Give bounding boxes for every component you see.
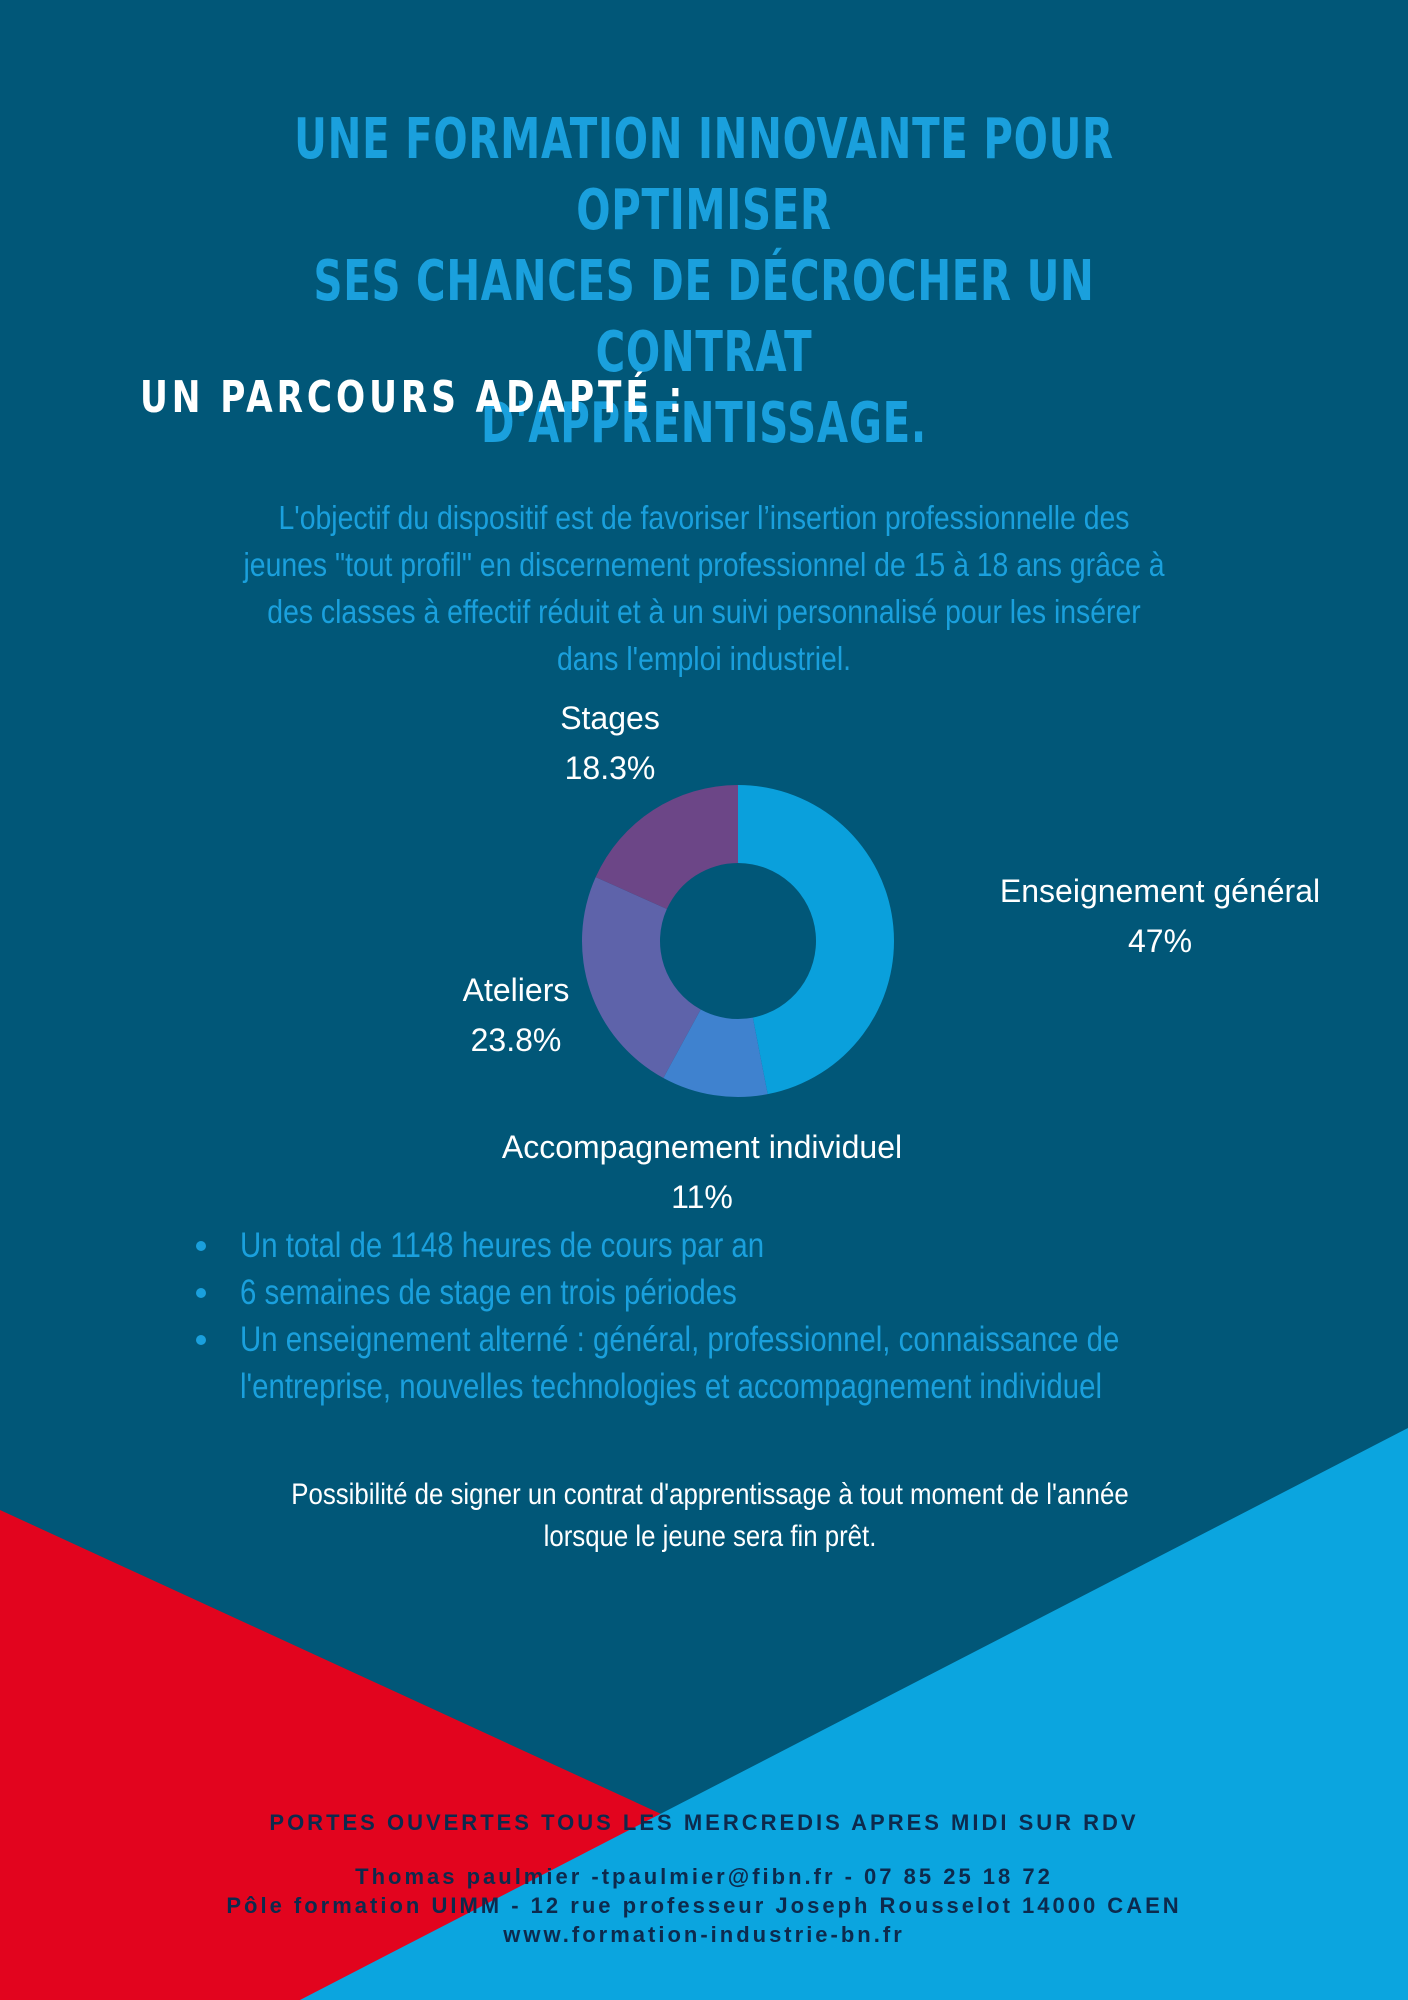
donut-slice-enseignement-general: [738, 785, 894, 1094]
chart-label-ateliers: [416, 965, 616, 1065]
open-days-banner: PORTES OUVERTES TOUS LES MERCREDIS APRES MIDI SUR RDV: [269, 1810, 1139, 1835]
category-label: Enseignement général: [999, 873, 1321, 909]
section-heading: UN PARCOURS ADAPTÉ :: [140, 372, 687, 423]
value-label: 47%: [1127, 923, 1193, 959]
category-label: Ateliers: [462, 972, 570, 1008]
headline-line-2: SES CHANCES DE DÉCROCHER UN CONTRAT: [313, 249, 1095, 385]
value-label: 18.3%: [564, 750, 656, 786]
category-label: Accompagnement individuel: [501, 1129, 903, 1165]
headline-line-3: D'APPRENTISSAGE.: [481, 391, 927, 456]
note-line-2: lorsque le jeune sera fin prêt.: [543, 1520, 877, 1553]
website-link[interactable]: www.formation-industrie-bn.fr: [503, 1922, 905, 1947]
address-info: Pôle formation UIMM - 12 rue professeur Joseph Rousselot 14000 CAEN: [226, 1893, 1182, 1918]
chart-label-enseignement-general: [960, 866, 1360, 966]
intro-line-3: des classes à effectif réduit et à un suivi personnalisé pour les insérer: [267, 593, 1141, 630]
chart-label-stages: [510, 693, 710, 793]
intro-line-4: dans l'emploi industriel.: [556, 640, 852, 677]
value-label: 11%: [671, 1179, 733, 1215]
contract-note: [246, 1474, 1175, 1558]
list-item-continuation: l'entreprise, nouvelles technologies et accompagnement individuel: [240, 1367, 1103, 1406]
headline-line-1: UNE FORMATION INNOVANTE POUR OPTIMISER: [294, 107, 1114, 243]
list-item: 6 semaines de stage en trois périodes: [190, 1269, 1320, 1316]
value-label: 23.8%: [470, 1022, 562, 1058]
contact-info: Thomas paulmier -tpaulmier@fibn.fr - 07 85 25 18 72: [355, 1864, 1053, 1889]
intro-line-1: L'objectif du dispositif est de favoriser l’insertion professionnelle des: [278, 499, 1130, 536]
bullet-list: [190, 1222, 1320, 1410]
list-item: Un total de 1148 heures de cours par an: [190, 1222, 1320, 1269]
list-item: Un enseignement alterné : général, professionnel, connaissance de: [190, 1316, 1320, 1363]
category-label: Stages: [560, 700, 660, 736]
chart-label-accompagnement-individuel: [452, 1122, 952, 1222]
intro-paragraph: [228, 494, 1181, 682]
note-line-1: Possibilité de signer un contrat d'apprentissage à tout moment de l'année: [291, 1478, 1129, 1511]
intro-line-2: jeunes "tout profil" en discernement professionnel de 15 à 18 ans grâce à: [243, 546, 1165, 583]
